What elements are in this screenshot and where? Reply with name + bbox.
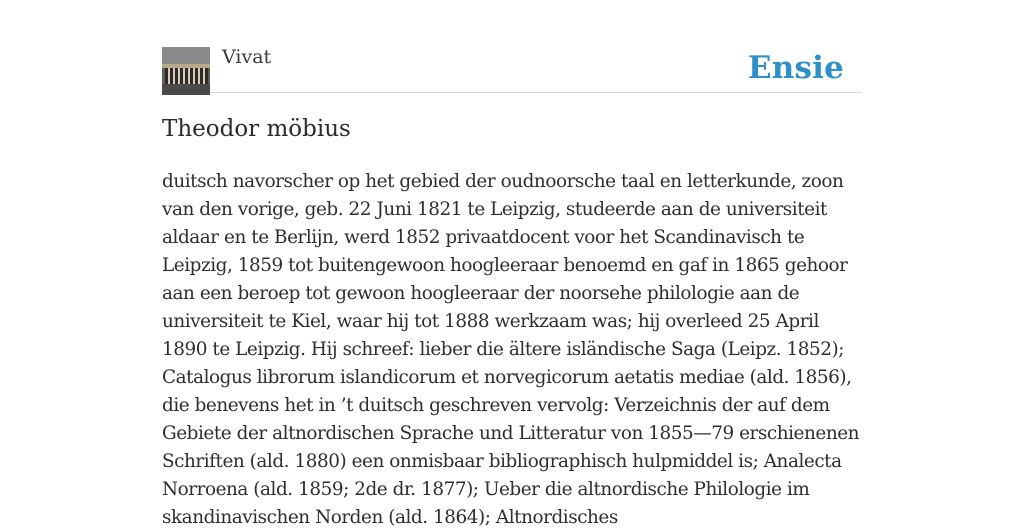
book-spines-avatar-icon[interactable] (162, 47, 210, 95)
ensie-logo[interactable]: Ensie (747, 50, 844, 86)
site-header (162, 0, 862, 93)
avatar-image (162, 47, 210, 95)
article-title: Theodor möbius (162, 116, 351, 142)
article-body: duitsch navorscher op het gebied der oudnoorsche taal en letterkunde, zoon van den vorige, geb. 22 Juni 1821 te Leipzig, studeerde aan de universiteit aldaar en te Berlijn, werd 1852 privaatdocent voor het Scandinavisch te Leipzig, 1859 tot buitengewoon hoogleeraar benoemd en gaf in 1865 gehoor aan een beroep tot gewoon hoogleeraar der noorsehe philologie aan de universiteit te Kiel, waar hij tot 1888 werkzaam was; hij overleed 25 April 1890 te Leipzig. Hij schreef: lieber die ältere isländische Saga (Leipz. 1852); Catalogus librorum islandicorum et norvegicorum aetatis mediae (ald. 1856), die benevens het in ’t duitsch geschreven vervolg: Verzeichnis der auf dem Gebiete der altnordischen Sprache und Litteratur von 1855—79 erschienenen Schriften (ald. 1880) een onmisbaar bibliographisch hulpmiddel is; Analecta Norroena (ald. 1859; 2de dr. 1877); Ueber die altnordische Philologie im skandinavischen Norden (ald. 1864); Altnordisches (162, 171, 860, 528)
article-page (162, 0, 862, 528)
site-name[interactable]: Vivat (222, 46, 272, 68)
